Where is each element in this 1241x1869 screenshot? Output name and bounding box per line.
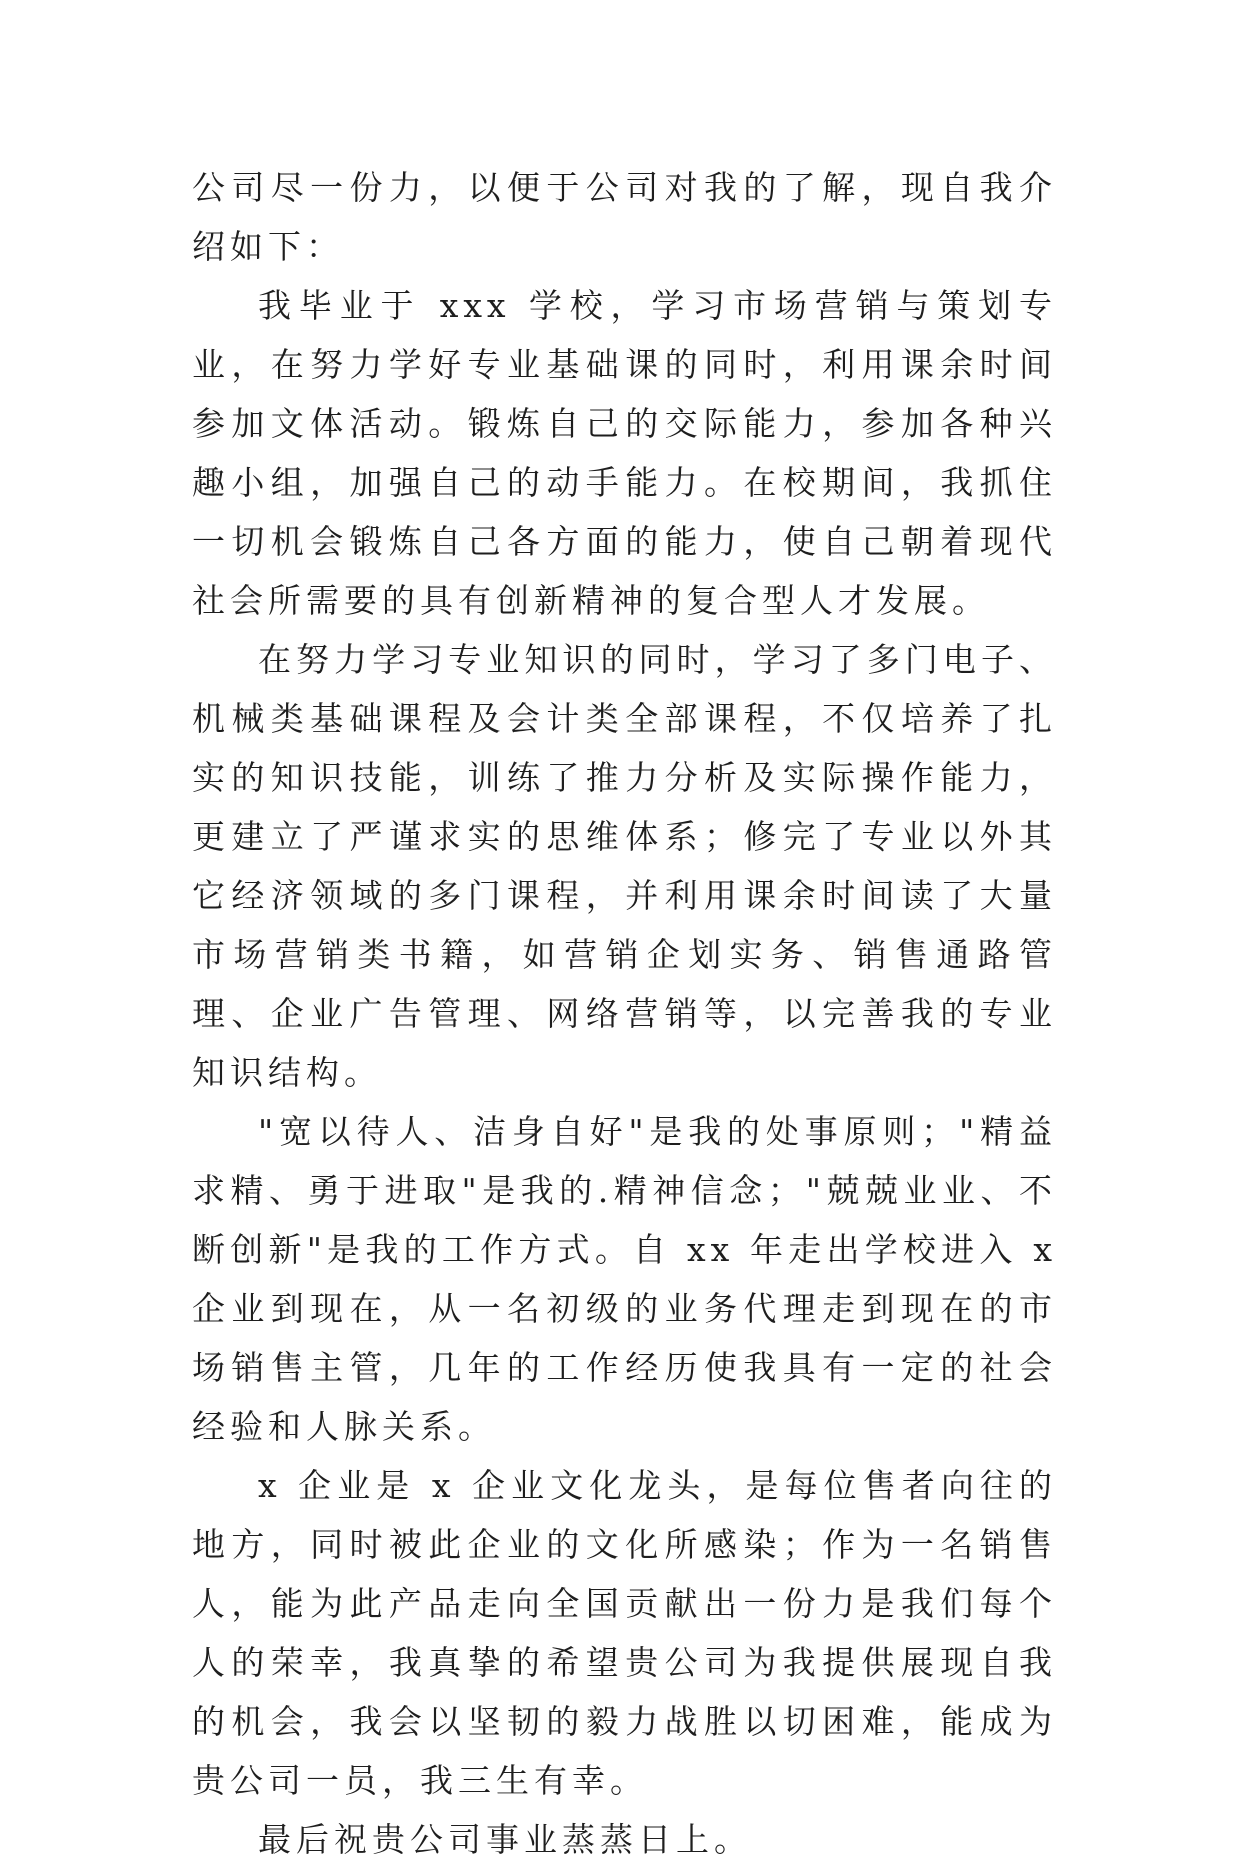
paragraph-principles: "宽以待人、洁身自好"是我的处事原则；"精益求精、勇于进取"是我的.精神信念；"兢兢业业、不断创新"是我的工作方式。自 xx 年走出学校进入 x 企业到现在，从一名初级的业务代理走到现在的市场销售主管，几年的工作经历使我具有一定的社会经验和人脉关系。 bbox=[192, 1112, 1057, 1446]
paragraph-education: 我毕业于 xxx 学校，学习市场营销与策划专业，在努力学好专业基础课的同时，利用课余时间参加文体活动。锻炼自己的交际能力，参加各种兴趣小组，加强自己的动手能力。在校期间，我抓住一切机会锻炼自己各方面的能力，使自己朝着现代社会所需要的具有创新精神的复合型人才发展。 bbox=[192, 286, 1057, 620]
paragraph-closing: 最后祝贵公司事业蒸蒸日上。 bbox=[258, 1820, 752, 1859]
document-body bbox=[192, 158, 1057, 1869]
paragraph-studies: 在努力学习专业知识的同时，学习了多门电子、机械类基础课程及会计类全部课程，不仅培养了扎实的知识技能，训练了推力分析及实际操作能力，更建立了严谨求实的思维体系；修完了专业以外其它经济领域的多门课程，并利用课余时间读了大量市场营销类书籍，如营销企划实务、销售通路管理、企业广告管理、网络营销等，以完善我的专业知识结构。 bbox=[192, 640, 1057, 1092]
paragraph-intro-continuation: 公司尽一份力，以便于公司对我的了解，现自我介绍如下： bbox=[192, 168, 1057, 266]
paragraph-company: x 企业是 x 企业文化龙头，是每位售者向往的地方，同时被此企业的文化所感染；作为一名销售人，能为此产品走向全国贡献出一份力是我们每个人的荣幸，我真挚的希望贵公司为我提供展现自我的机会，我会以坚韧的毅力战胜以切困难，能成为贵公司一员，我三生有幸。 bbox=[192, 1466, 1057, 1800]
